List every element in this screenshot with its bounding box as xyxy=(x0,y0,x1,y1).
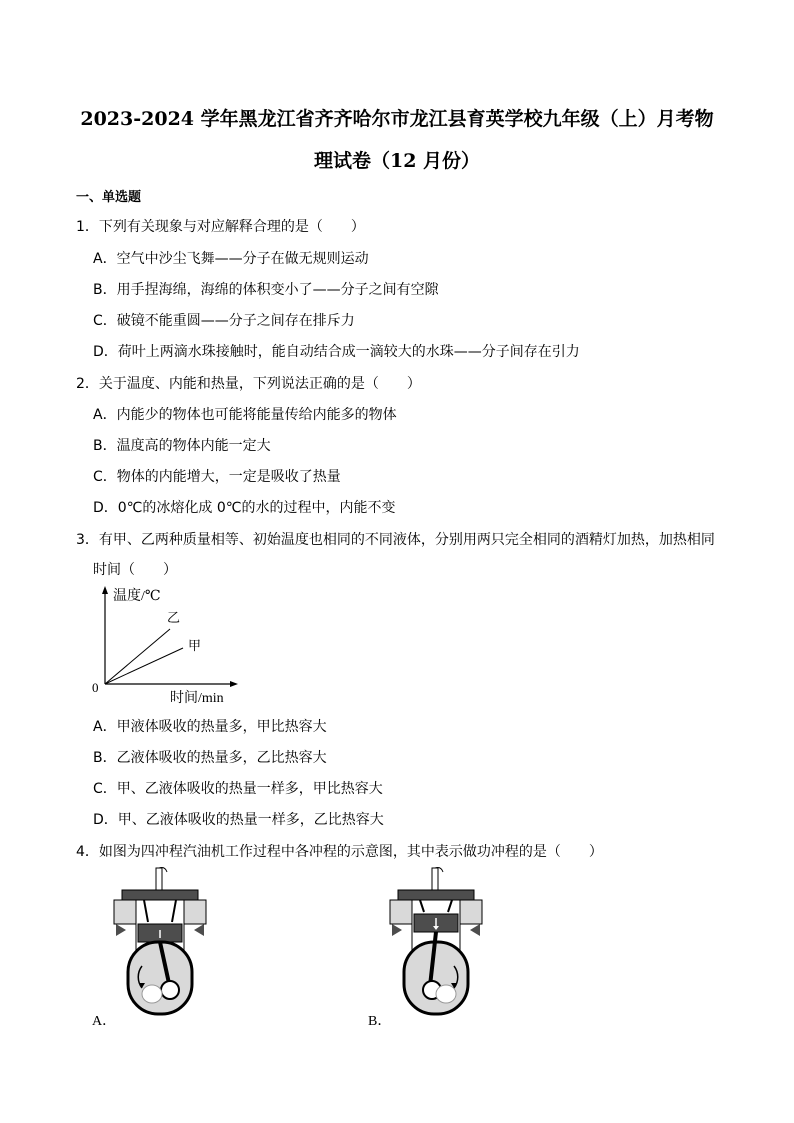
y-axis-label: 温度/℃ xyxy=(113,589,161,604)
x-axis-arrow xyxy=(230,681,238,687)
question-3-option-a: A．甲液体吸收的热量多，甲比热容大 xyxy=(93,719,327,735)
y-axis-arrow xyxy=(102,586,108,594)
question-3-option-b: B．乙液体吸收的热量多，乙比热容大 xyxy=(93,750,327,766)
page-title-line2: 理试卷（12 月份） xyxy=(313,150,481,172)
origin-label: 0 xyxy=(92,680,99,695)
line-yi-label: 乙 xyxy=(167,610,181,625)
question-2-option-d: D．0℃的冰熔化成 0℃的水的过程中，内能不变 xyxy=(93,500,396,516)
question-4-stem: 4．如图为四冲程汽油机工作过程中各冲程的示意图，其中表示做功冲程的是（ ） xyxy=(76,844,603,860)
line-jia xyxy=(105,648,183,684)
question-4-figure-label-b: B． xyxy=(368,1014,392,1029)
question-2-option-c: C．物体的内能增大，一定是吸收了热量 xyxy=(93,469,341,485)
engine-diagram-b xyxy=(384,866,514,1026)
question-3-option-c: C．甲、乙液体吸收的热量一样多，甲比热容大 xyxy=(93,781,383,797)
question-1-option-a: A．空气中沙尘飞舞——分子在做无规则运动 xyxy=(93,251,369,267)
question-4-figure-label-a: A． xyxy=(92,1014,117,1029)
x-axis-label: 时间/min xyxy=(170,691,224,704)
engine-diagram-a xyxy=(108,866,238,1026)
question-1-option-c: C．破镜不能重圆——分子之间存在排斥力 xyxy=(93,313,355,329)
question-1-option-b: B．用手捏海绵，海绵的体积变小了——分子之间有空隙 xyxy=(93,282,439,298)
line-yi xyxy=(105,629,170,684)
question-3-option-d: D．甲、乙液体吸收的热量一样多，乙比热容大 xyxy=(93,812,384,828)
question-1-stem: 1．下列有关现象与对应解释合理的是（ ） xyxy=(76,219,365,235)
line-jia-label: 甲 xyxy=(188,638,202,653)
question-2-stem: 2．关于温度、内能和热量，下列说法正确的是（ ） xyxy=(76,376,421,392)
question-3-stem: 3．有甲、乙两种质量相等、初始温度也相同的不同液体，分别用两只完全相同的酒精灯加热，加热相同 xyxy=(76,532,715,548)
section-heading: 一、单选题 xyxy=(76,190,142,205)
question-1-option-d: D．荷叶上两滴水珠接触时，能自动结合成一滴较大的水珠——分子间存在引力 xyxy=(93,344,580,360)
page-title-line1: 2023-2024 学年黑龙江省齐齐哈尔市龙江县育英学校九年级（上）月考物 xyxy=(80,108,714,130)
question-2-option-a: A．内能少的物体也可能将能量传给内能多的物体 xyxy=(93,407,397,423)
question-3-stem-continued: 时间（ ） xyxy=(93,562,177,578)
temperature-time-graph xyxy=(88,584,248,704)
question-2-option-b: B．温度高的物体内能一定大 xyxy=(93,438,271,454)
